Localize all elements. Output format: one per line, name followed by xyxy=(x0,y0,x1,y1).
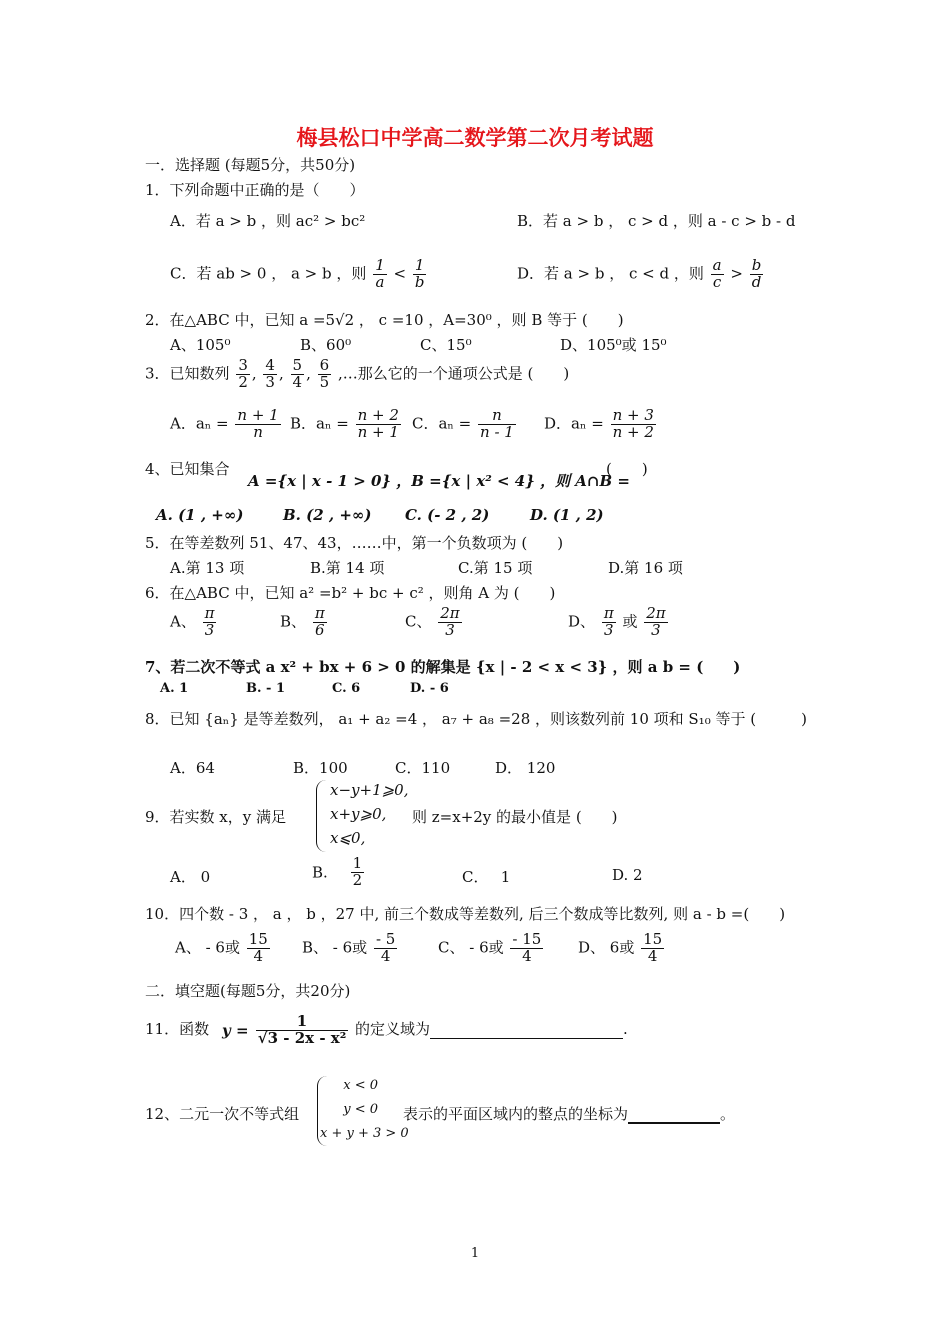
page-number: 1 xyxy=(470,1246,480,1261)
q10-option-d: D、 6或 $\frac{15}{4}$ xyxy=(578,930,663,965)
section-1-heading: 一．选择题 (每题5分，共50分) xyxy=(145,156,356,174)
q8-option-a: A．64 xyxy=(170,759,215,777)
q3-frac-1: $\frac{3}{2}$ xyxy=(238,356,248,391)
q4-option-d: D. (1 , 2) xyxy=(530,506,604,524)
q6-option-d: D、 $\frac{\pi}{3}$ 或 $\frac{2\pi}{3}$ xyxy=(568,604,666,639)
q11-pre: 11．函数 xyxy=(145,1020,210,1038)
q12-answer-blank[interactable] xyxy=(628,1107,720,1124)
q5-option-c: C.第 15 项 xyxy=(458,559,533,577)
q5-option-a: A.第 13 项 xyxy=(170,559,245,577)
q1-d-frac2: $\frac{b}{d}$ xyxy=(751,256,762,291)
q1-stem: 1．下列命题中正确的是（ ） xyxy=(145,181,365,199)
q4-option-c: C. (- 2 , 2) xyxy=(405,506,490,524)
q8-option-b: B．100 xyxy=(293,759,348,777)
q5-option-d: D.第 16 项 xyxy=(608,559,683,577)
q2-option-a: A、105⁰ xyxy=(170,336,231,354)
q11-post: 的定义域为 . xyxy=(355,1020,628,1038)
q3-stem: 3．已知数列 $\frac{3}{2}$ , $\frac{4}{3}$ , $\frac{5}{4}$ , $\frac{6}{5}$ ,…那么它的一个通项公式是 ( ) xyxy=(145,356,570,391)
q9-option-b: B. $\frac{1}{2}$ xyxy=(312,854,363,889)
q9-option-c: C． 1 xyxy=(462,868,511,886)
q1-option-a: A．若 a > b ，则 ac² > bc² xyxy=(170,212,366,230)
q10-stem: 10．四个数 - 3 ， a ， b ，27 中, 前三个数成等差数列, 后三个数成等比数列, 则 a - b =( ) xyxy=(145,905,786,923)
q5-option-b: B.第 14 项 xyxy=(310,559,385,577)
q12-system: x < 0 y < 0 x + y + 3 > 0 xyxy=(320,1078,409,1141)
q1-option-b: B．若 a > b ， c > d ，则 a - c > b - d xyxy=(517,212,796,230)
q4-option-b: B. (2 , +∞) xyxy=(283,506,372,524)
q9-post: 则 z=x+2y 的最小值是 ( ) xyxy=(412,808,618,826)
q8-option-d: D． 120 xyxy=(495,759,556,777)
q1-option-c xyxy=(170,258,428,291)
q4-option-a: A. (1 , +∞) xyxy=(156,506,244,524)
q1-d-frac1: $\frac{a}{c}$ xyxy=(712,256,722,291)
q4-paren: ( ) xyxy=(606,460,648,478)
page-title: 梅县松口中学高二数学第二次月考试题 xyxy=(296,126,654,150)
q1-c-frac2: $\frac{1}{b}$ xyxy=(414,256,425,291)
q9-option-d: D. 2 xyxy=(612,866,643,884)
q2-option-b: B、60⁰ xyxy=(300,336,352,354)
q3-option-d: D．aₙ = $\frac{n + 3}{n + 2}$ xyxy=(544,406,654,441)
q1-c-frac1: $\frac{1}{a}$ xyxy=(375,256,385,291)
q6-option-a: A、 $\frac{\pi}{3}$ xyxy=(170,604,215,639)
q6-option-c: C、 $\frac{2\pi}{3}$ xyxy=(405,604,460,639)
section-2-heading: 二．填空题(每题5分，共20分) xyxy=(145,982,351,1000)
q3-option-b: B．aₙ = $\frac{n + 2}{n + 1}$ xyxy=(290,406,399,441)
q8-stem: 8．已知 {aₙ} 是等差数列， a₁ + a₂ =4 ， a₇ + a₈ =28 ，则该数列前 10 项和 S₁₀ 等于 ( ) xyxy=(145,710,807,728)
q1-d-text: D．若 a > b ， c < d ，则 xyxy=(517,264,704,283)
q6-stem: 6．在△ABC 中，已知 a² =b² + bc + c² ，则角 A 为 ( ) xyxy=(145,584,556,602)
q10-option-b: B、 - 6或 $\frac{- 5}{4}$ xyxy=(302,930,396,965)
q9-option-a: A． 0 xyxy=(170,868,211,886)
q10-option-a: A、 - 6或 $\frac{15}{4}$ xyxy=(175,930,268,965)
q9-pre: 9．若实数 x，y 满足 xyxy=(145,808,287,826)
q2-option-d: D、105⁰或 15⁰ xyxy=(560,336,667,354)
q12-pre: 12、二元一次不等式组 xyxy=(145,1105,300,1123)
q7-stem: 7、若二次不等式 a x² + bx + 6 > 0 的解集是 {x | - 2 < x < 3} ，则 a b = ( ) xyxy=(145,658,741,676)
q1-c-op: < xyxy=(393,264,407,283)
q4-pre: 4、已知集合 xyxy=(145,460,230,478)
q1-c-text: C．若 ab > 0 ， a > b ，则 xyxy=(170,264,367,283)
q2-stem: 2．在△ABC 中，已知 a =5√2 ， c =10 ，A=30⁰ ，则 B 等于 ( ) xyxy=(145,311,624,329)
q7-option-d: D. - 6 xyxy=(410,681,449,696)
q7-option-a: A. 1 xyxy=(160,681,189,696)
q2-option-c: C、15⁰ xyxy=(420,336,472,354)
q9-system: x−y+1⩾0, x+y⩾0, x⩽0, xyxy=(330,781,409,847)
q3-pre: 3．已知数列 xyxy=(145,364,230,383)
q3-frac-3: $\frac{5}{4}$ xyxy=(292,356,303,391)
q3-frac-2: $\frac{4}{3}$ xyxy=(265,356,275,391)
q9-brace xyxy=(316,780,329,852)
q7-option-c: C. 6 xyxy=(332,681,361,696)
q1-option-d xyxy=(517,258,765,291)
q6-option-b: B、 $\frac{\pi}{6}$ xyxy=(280,604,325,639)
q3-post: ,…那么它的一个通项公式是 ( ) xyxy=(337,364,570,383)
q10-option-c: C、 - 6或 $\frac{- 15}{4}$ xyxy=(438,930,542,965)
q7-option-b: B. - 1 xyxy=(246,681,286,696)
q11-answer-blank[interactable] xyxy=(430,1023,623,1039)
q5-stem: 5．在等差数列 51、47、43，……中，第一个负数项为 ( ) xyxy=(145,534,564,552)
q3-option-c: C．aₙ = $\frac{n}{n - 1}$ xyxy=(412,406,514,441)
q3-option-a: A．aₙ = $\frac{n + 1}{n}$ xyxy=(170,406,279,441)
q8-option-c: C．110 xyxy=(395,759,451,777)
q1-d-op: > xyxy=(730,264,743,283)
q12-post: 表示的平面区域内的整点的坐标为 。 xyxy=(403,1105,736,1123)
q4-expression: A ={x | x - 1 > 0} ，B ={x | x² < 4} ，则 A∩B = xyxy=(248,472,630,490)
q11-function: y = $\frac{1}{\text{√3 - 2x - x²}}$ xyxy=(222,1012,347,1047)
q3-frac-4: $\frac{6}{5}$ xyxy=(319,356,330,391)
